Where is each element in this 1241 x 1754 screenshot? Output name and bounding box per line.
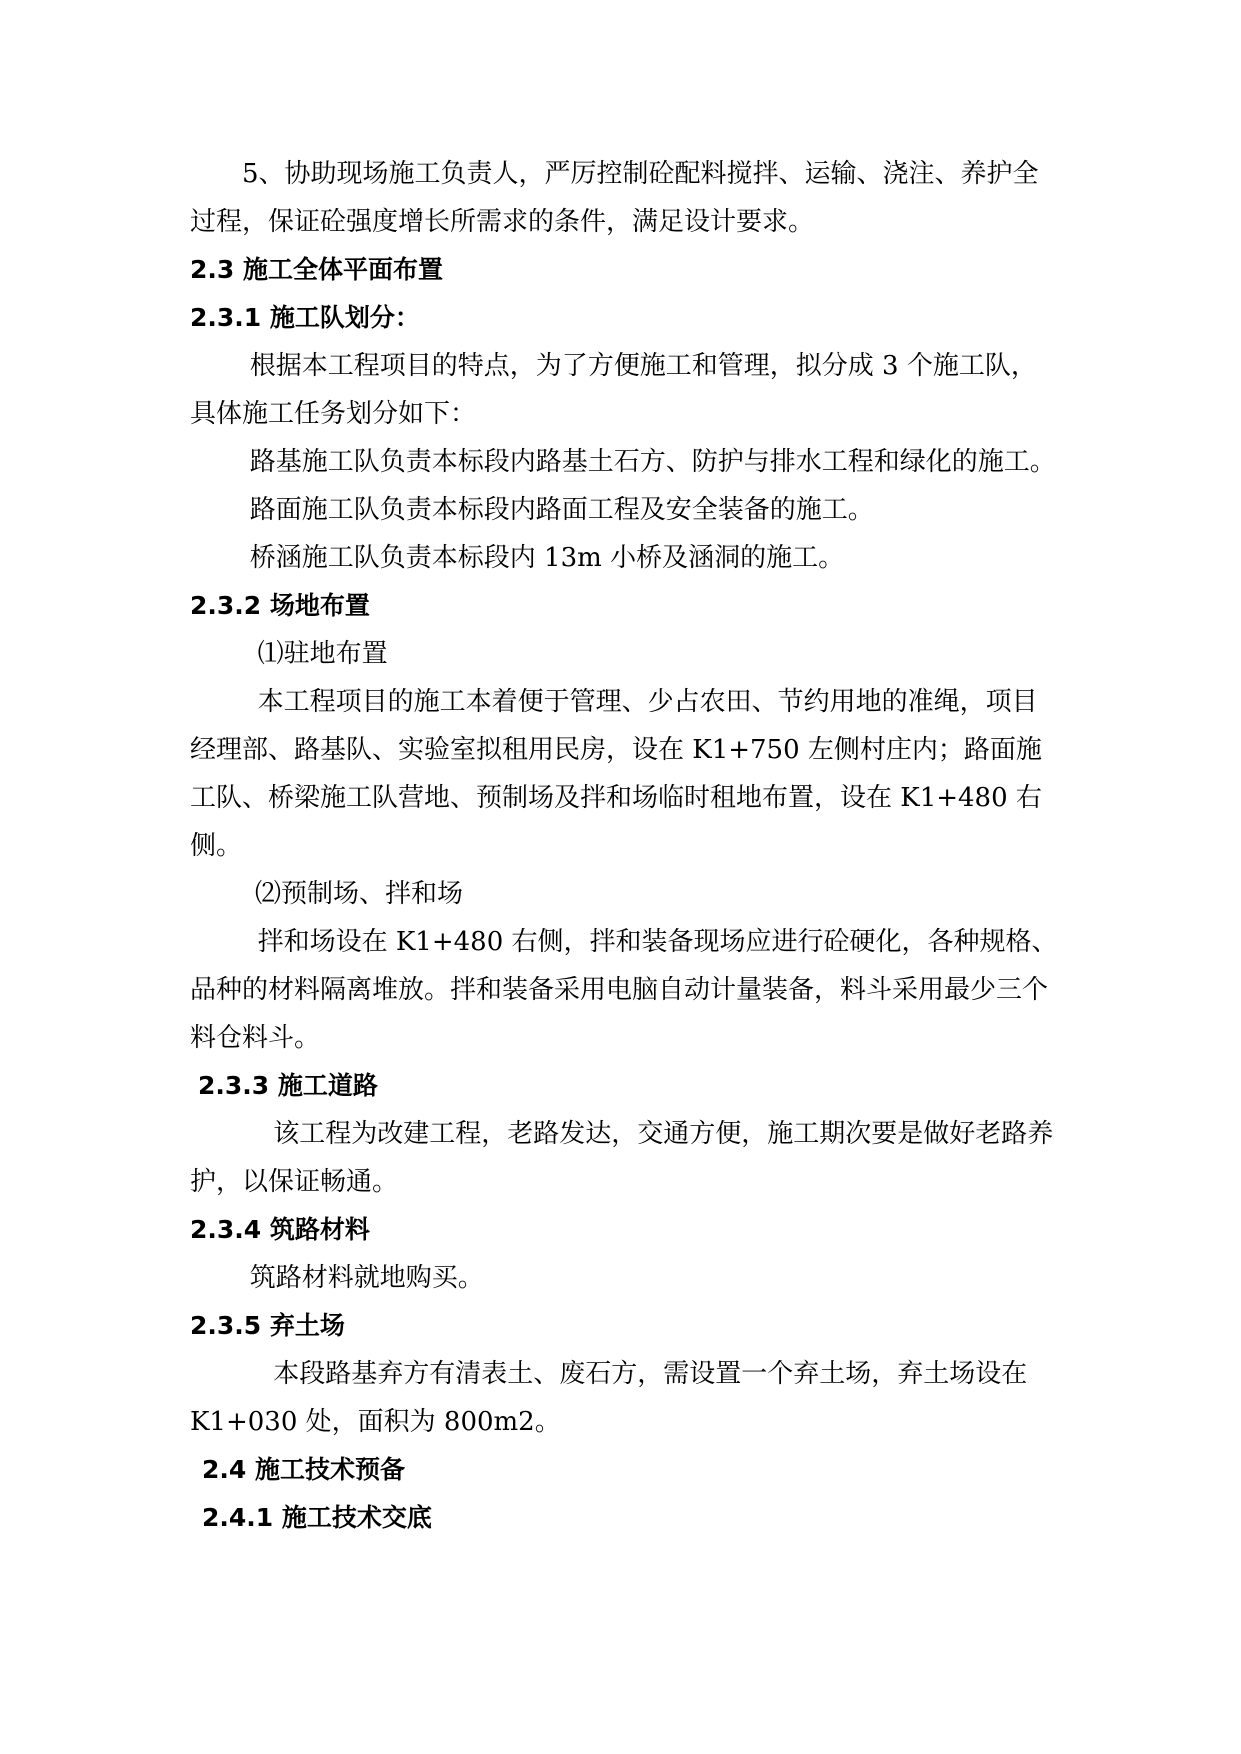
paragraph-construction-road: 该工程为改建工程，老路发达，交通方便，施工期次要是做好老路养护，以保证畅通。	[190, 1119, 1054, 1197]
paragraph-spoil-site: 本段路基弃方有清表土、废石方，需设置一个弃土场，弃土场设在 K1+030 处，面积为 800m2。	[190, 1359, 1028, 1437]
heading-2-4-1: 2.4.1 施工技术交底	[202, 1503, 432, 1532]
paragraph-mixing-yard: 拌和场设在 K1+480 右侧，拌和装备现场应进行砼硬化，各种规格、品种的材料隔离堆放。拌和装备采用电脑自动计量装备，料斗采用最少三个料仓料斗。	[190, 927, 1058, 1053]
heading-2-4: 2.4 施工技术预备	[202, 1455, 405, 1484]
paragraph-pavement-team: 路面施工队负责本标段内路面工程及安全装备的施工。	[249, 495, 874, 525]
paragraph-bridge-team: 桥涵施工队负责本标段内 13m 小桥及涵洞的施工。	[249, 543, 845, 573]
heading-2-3-1: 2.3.1 施工队划分：	[190, 303, 420, 332]
document-body	[190, 150, 1060, 1542]
heading-2-3-3: 2.3.3 施工道路	[198, 1071, 378, 1100]
heading-2-3-2: 2.3.2 场地布置	[190, 591, 370, 620]
subheading-camp-layout: ⑴驻地布置	[257, 639, 388, 669]
paragraph-road-materials: 筑路材料就地购买。	[249, 1263, 484, 1293]
heading-2-3: 2.3 施工全体平面布置	[190, 255, 443, 284]
paragraph-subgrade-team: 路基施工队负责本标段内路基土石方、防护与排水工程和绿化的施工。	[249, 447, 1056, 477]
paragraph-team-division: 根据本工程项目的特点，为了方便施工和管理，拟分成 3 个施工队，具体施工任务划分如下：	[190, 351, 1037, 429]
heading-2-3-4: 2.3.4 筑路材料	[190, 1215, 370, 1244]
paragraph-camp-layout: 本工程项目的施工本着便于管理、少占农田、节约用地的准绳，项目经理部、路基队、实验室拟租用民房，设在 K1+750 左侧村庄内；路面施工队、桥梁施工队营地、预制场及拌和场临时租地布置，设在 K1+480 右侧。	[190, 687, 1042, 861]
paragraph-coordination: 5、协助现场施工负责人，严厉控制砼配料搅拌、运输、浇注、养护全过程，保证砼强度增长所需求的条件，满足设计要求。	[190, 159, 1039, 237]
subheading-yard: ⑵预制场、拌和场	[255, 879, 464, 909]
heading-2-3-5: 2.3.5 弃土场	[190, 1311, 345, 1340]
